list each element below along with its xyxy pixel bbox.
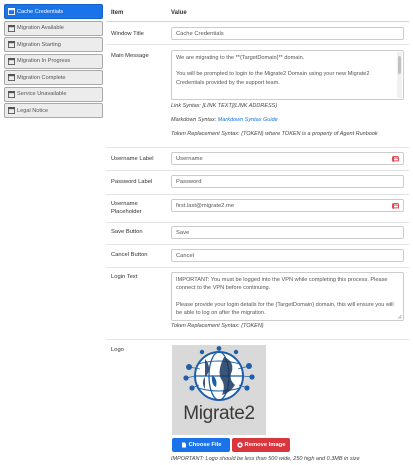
textarea-scrollbar[interactable] xyxy=(397,52,402,98)
link-syntax-help: Link Syntax: [LINK TEXT](LINK ADDRESS) xyxy=(171,103,278,109)
password-label-label: Password Label xyxy=(111,179,153,185)
login-token-syntax-help: Token Replacement Syntax: {TOKEN} xyxy=(171,323,264,329)
password-manager-icon[interactable] xyxy=(392,203,399,209)
main-message-textarea[interactable]: We are migrating to the **{TargetDomain}** domain. You will be prompted to login to the Migrate2 Domain using your new Migrate2 Credentials provided by the support team. xyxy=(171,50,404,100)
row-divider xyxy=(106,244,409,245)
sidebar xyxy=(4,4,103,120)
sidebar-item-cache-credentials[interactable] xyxy=(4,4,103,19)
window-icon xyxy=(8,8,15,15)
sidebar-item-label: Migration Available xyxy=(17,25,64,31)
remove-circle-icon xyxy=(237,442,243,448)
sidebar-item-label: Migration Complete xyxy=(17,74,66,81)
login-text-textarea[interactable]: IMPORTANT: You must be logged into the VPN while completing this process. Please connect to the VPN before continuing. Please provide your login details for the {TargetDomain} domain, this will ensure you will be able to log on after the migration. xyxy=(171,272,404,321)
window-title-label: Window Title xyxy=(111,31,144,37)
logo-preview xyxy=(172,345,266,435)
password-manager-icon[interactable] xyxy=(392,156,399,162)
row-divider xyxy=(106,194,409,195)
window-icon xyxy=(8,25,15,32)
logo-wordmark: Migrate2 xyxy=(183,403,255,424)
sidebar-item-migration-starting[interactable] xyxy=(4,37,103,52)
column-header-value: Value xyxy=(171,10,187,16)
window-icon xyxy=(8,107,15,114)
sidebar-item-label: Cache Credentials xyxy=(17,8,64,15)
window-title-input[interactable]: Cache Credentials xyxy=(171,27,404,40)
save-button-label: Save Button xyxy=(111,229,143,235)
login-text-label: Login Text xyxy=(111,274,138,280)
sidebar-item-legal-notice[interactable] xyxy=(4,103,103,118)
row-divider xyxy=(106,44,409,45)
cancel-button-label: Cancel Button xyxy=(111,252,148,258)
username-placeholder-input[interactable]: first.last@migrate2.me xyxy=(171,199,404,212)
sidebar-item-label: Migration Starting xyxy=(17,41,61,48)
token-syntax-help: Token Replacement Syntax: {TOKEN} where TOKEN is a property of Agent Runbook xyxy=(171,131,378,137)
sidebar-item-migration-complete[interactable] xyxy=(4,70,103,85)
window-icon xyxy=(8,41,15,48)
password-label-input[interactable]: Password xyxy=(171,175,404,188)
row-divider xyxy=(106,147,409,148)
main-message-label: Main Message xyxy=(111,53,149,59)
remove-image-button[interactable]: Remove Image xyxy=(232,438,290,452)
markdown-syntax-help: Markdown Syntax: Markdown Syntax Guide xyxy=(171,117,278,123)
username-label-input[interactable]: Username xyxy=(171,152,404,165)
sidebar-item-service-unavailable[interactable] xyxy=(4,87,103,102)
column-header-item: Item xyxy=(111,10,124,16)
username-label-label: Username Label xyxy=(111,156,154,162)
sidebar-item-label: Migration In Progress xyxy=(17,58,71,64)
sidebar-item-label: Legal Notice xyxy=(17,107,49,114)
cancel-button-text-input[interactable]: Cancel xyxy=(171,249,404,262)
row-divider xyxy=(106,222,409,223)
save-button-text-input[interactable]: Save xyxy=(171,226,404,239)
logo-size-help: IMPORTANT: Logo should be less than 500 wide, 250 high and 0.3MB in size xyxy=(171,456,360,462)
resize-grip-icon[interactable] xyxy=(397,314,402,319)
username-placeholder-label: Username Placeholder xyxy=(111,201,142,215)
row-divider xyxy=(106,339,409,340)
window-icon xyxy=(8,74,15,81)
markdown-syntax-guide-link[interactable]: Markdown Syntax Guide xyxy=(217,117,278,123)
window-icon xyxy=(8,58,15,65)
window-icon xyxy=(8,91,15,98)
logo-label: Logo xyxy=(111,347,124,353)
choose-file-button[interactable]: Choose File xyxy=(172,438,230,452)
scrollbar-thumb[interactable] xyxy=(398,56,401,74)
file-icon xyxy=(181,442,187,448)
sidebar-item-migration-available[interactable] xyxy=(4,21,103,36)
header-divider xyxy=(106,21,409,22)
row-divider xyxy=(106,170,409,171)
row-divider xyxy=(106,267,409,268)
sidebar-item-migration-in-progress[interactable] xyxy=(4,54,103,69)
sidebar-item-label: Service Unavailable xyxy=(17,91,67,97)
